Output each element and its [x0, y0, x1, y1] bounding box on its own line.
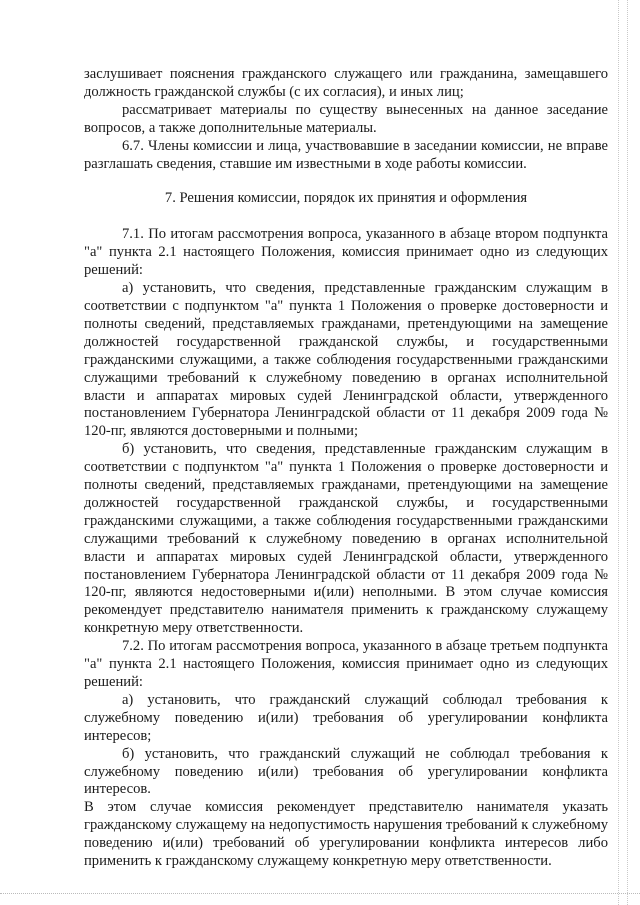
paragraph-7-2: 7.2. По итогам рассмотрения вопроса, указанного в абзаце третьем подпункта "а" пункта 2.1 настоящего Положения, комиссия принимает одно из следующих решений:: [84, 638, 608, 690]
scan-edge-line: [618, 0, 619, 905]
paragraph-7-1: 7.1. По итогам рассмотрения вопроса, указанного в абзаце втором подпункта "а" пункта 2.1 настоящего Положения, комиссия принимает одно из следующих решений:: [84, 226, 608, 279]
paragraph-materials: рассматривает материалы по существу вынесенных на данное заседание вопросов, а также дополнительные материалы.: [84, 101, 608, 136]
paragraph-7-1-a: а) установить, что сведения, представленные гражданским служащим в соответствии с подпунктом "а" пункта 1 Положения о проверке достоверности и полноты сведений, представляемых гражданами, претендующими на замещение должностей государственной гражданской службы, и государственными гражданскими служащими, а также соблюдения государственными гражданскими служащими требований к служебному поведению в органах исполнительной власти и аппаратах мировых судей Ленинградской области, утвержденного постановлением Губернатора Ленинградской области от 11 декабря 2009 года № 120-пг, являются достоверными и полными;: [84, 280, 608, 440]
scan-bottom-line: [0, 893, 640, 894]
section-heading: 7. Решения комиссии, порядок их принятия и оформления: [164, 190, 528, 207]
paragraph-hearing: заслушивает пояснения гражданского служащего или гражданина, замещавшего должность гражданской службы (с их согласия), и иных лиц;: [84, 66, 608, 100]
scan-edge-line: [627, 0, 628, 905]
paragraph-7-1-b: б) установить, что сведения, представленные гражданским служащим в соответствии с подпунктом "а" пункта 1 Положения о проверке достоверности и полноты сведений, представляемых гражданами, претендующими на замещение должностей государственной гражданской службы, и государственными гражданскими служащими, а также соблюдения государственными гражданскими служащими требований к служебному поведению в органах исполнительной власти и аппаратах мировых судей Ленинградской области, утвержденного постановлением Губернатора Ленинградской области от 11 декабря 2009 года № 120-пг, являются недостоверными и(или) неполными. В этом случае комиссия рекомендует представителю нанимателя применить к гражданскому служащему конкретную меру ответственности.: [84, 441, 608, 637]
document-body: [84, 66, 608, 871]
paragraph-6-7: 6.7. Члены комиссии и лица, участвовавшие в заседании комиссии, не вправе разглашать сведения, ставшие им известными в ходе работы комиссии.: [84, 137, 608, 172]
paragraph-7-2-b: б) установить, что гражданский служащий не соблюдал требования к служебному поведению и(или) требования об урегулировании конфликта интересов.: [84, 745, 608, 798]
paragraph-7-2-b-recommendation: В этом случае комиссия рекомендует представителю нанимателя указать гражданскому служащему на недопустимость нарушения требований к служебному поведению и(или) требований об урегулировании конфликта интересов либо применить к гражданскому служащему конкретную меру ответственности.: [84, 799, 608, 870]
paragraph-7-2-a: а) установить, что гражданский служащий соблюдал требования к служебному поведению и(или) требования об урегулировании конфликта интересов;: [84, 691, 608, 744]
